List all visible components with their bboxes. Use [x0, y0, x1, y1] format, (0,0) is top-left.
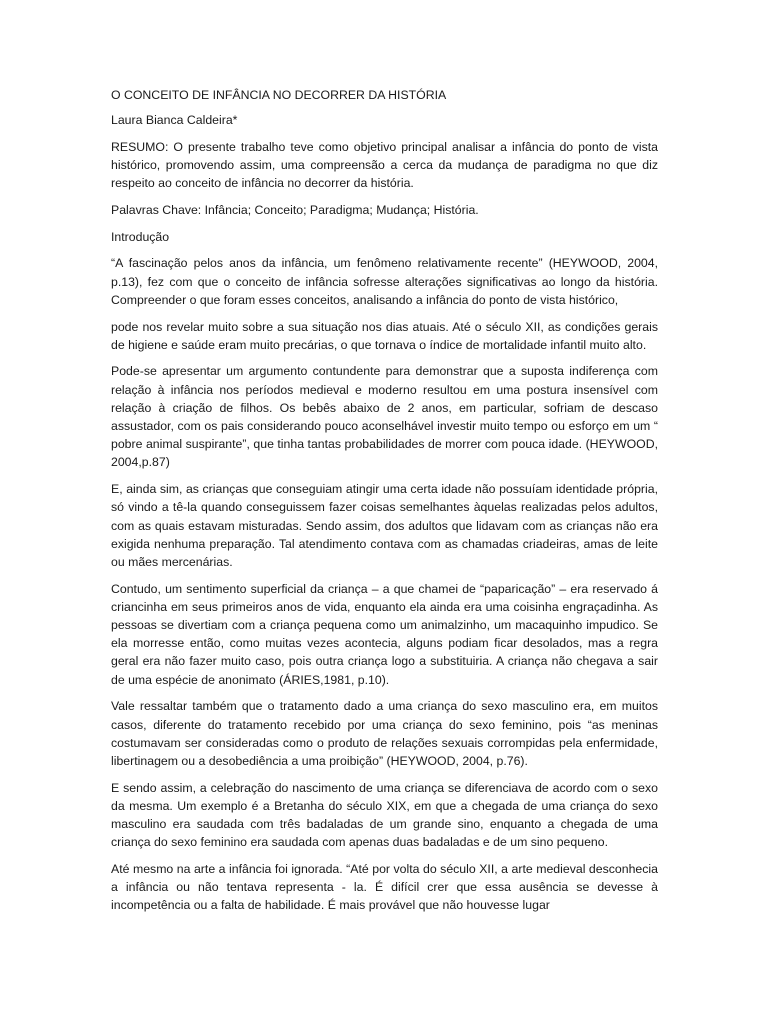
body-paragraph: Pode-se apresentar um argumento contundente para demonstrar que a suposta indiferença com relação à infância nos períodos medieval e moderno resultou em uma postura insensível com relação à criação de filhos. Os bebês abaixo de 2 anos, em particular, sofriam de descaso assustador, com os pais considerando pouco aconselhável investir muito tempo ou esforço em um “ pobre animal suspirante”, que tinha tantas probabilidades de morrer com pouca idade. (HEYWOOD, 2004,p.87): [111, 364, 658, 470]
body-paragraph: E, ainda sim, as crianças que conseguiam atingir uma certa idade não possuíam identidade própria, só vindo a tê-la quando conseguissem fazer coisas semelhantes àquelas realizadas pelos adultos, com as quais estavam misturadas. Sendo assim, dos adultos que lidavam com as crianças não era exigida nenhuma preparação. Tal atendimento contava com as chamadas criadeiras, amas de leite ou mães mercenárias.: [111, 482, 658, 569]
body-paragraph: Até mesmo na arte a infância foi ignorada. “Até por volta do século XII, a arte medieval desconhecia a infância ou não tentava representa - la. É difícil crer que essa ausência se devesse à incompetência ou a falta de habilidade. É mais provável que não houvesse lugar: [111, 862, 658, 913]
body-paragraph: E sendo assim, a celebração do nascimento de uma criança se diferenciava de acordo com o sexo da mesma. Um exemplo é a Bretanha do século XIX, em que a chegada de uma criança do sexo masculino era saudada com três badaladas de um grande sino, enquanto a chegada de uma criança do sexo feminino era saudada com apenas duas badaladas e de um sino pequeno.: [111, 780, 658, 850]
body-paragraph: Vale ressaltar também que o tratamento dado a uma criança do sexo masculino era, em muitos casos, diferente do tratamento recebido por uma criança do sexo feminino, pois “as meninas costumavam ser consideradas como o produto de relações sexuais corrompidas pela enfermidade, libertinagem ou a desobediência a uma proibição” (HEYWOOD, 2004, p.76).: [111, 699, 658, 768]
document-title: O CONCEITO DE INFÂNCIA NO DECORRER DA HISTÓRIA: [111, 88, 447, 102]
author-name: Laura Bianca Caldeira*: [111, 113, 238, 128]
body-paragraph: “A fascinação pelos anos da infância, um fenômeno relativamente recente” (HEYWOOD, 2004, p.13), fez com que o conceito de infância sofresse alterações significativas ao longo da história. Compreender o que foram esses conceitos, analisando a infância do ponto de vista histórico,: [111, 256, 658, 307]
document-page: [111, 86, 658, 923]
section-heading: Introdução: [111, 229, 170, 244]
body-paragraph: pode nos revelar muito sobre a sua situação nos dias atuais. Até o século XII, as condições gerais de higiene e saúde eram muito precárias, o que tornava o índice de mortalidade infantil muito alto.: [111, 319, 658, 352]
abstract: RESUMO: O presente trabalho teve como objetivo principal analisar a infância do ponto de vista histórico, promovendo assim, uma compreensão a cerca da mudança de paradigma no que diz respeito ao conceito de infância no decorrer da história.: [111, 139, 658, 191]
keywords: Palavras Chave: Infância; Conceito; Paradigma; Mudança; História.: [111, 203, 479, 218]
body-paragraph: Contudo, um sentimento superficial da criança – a que chamei de “paparicação” – era reservado á criancinha em seus primeiros anos de vida, enquanto ela ainda era uma coisinha engraçadinha. As pessoas se divertiam com a criança pequena como um animalzinho, um macaquinho impudico. Se ela morresse então, como muitas vezes acontecia, alguns podiam ficar desolados, mas a regra geral era não fazer muito caso, pois outra criança logo a substituiria. A criança não chegava a sair de uma espécie de anonimato (ÁRIES,1981, p.10).: [111, 581, 658, 687]
